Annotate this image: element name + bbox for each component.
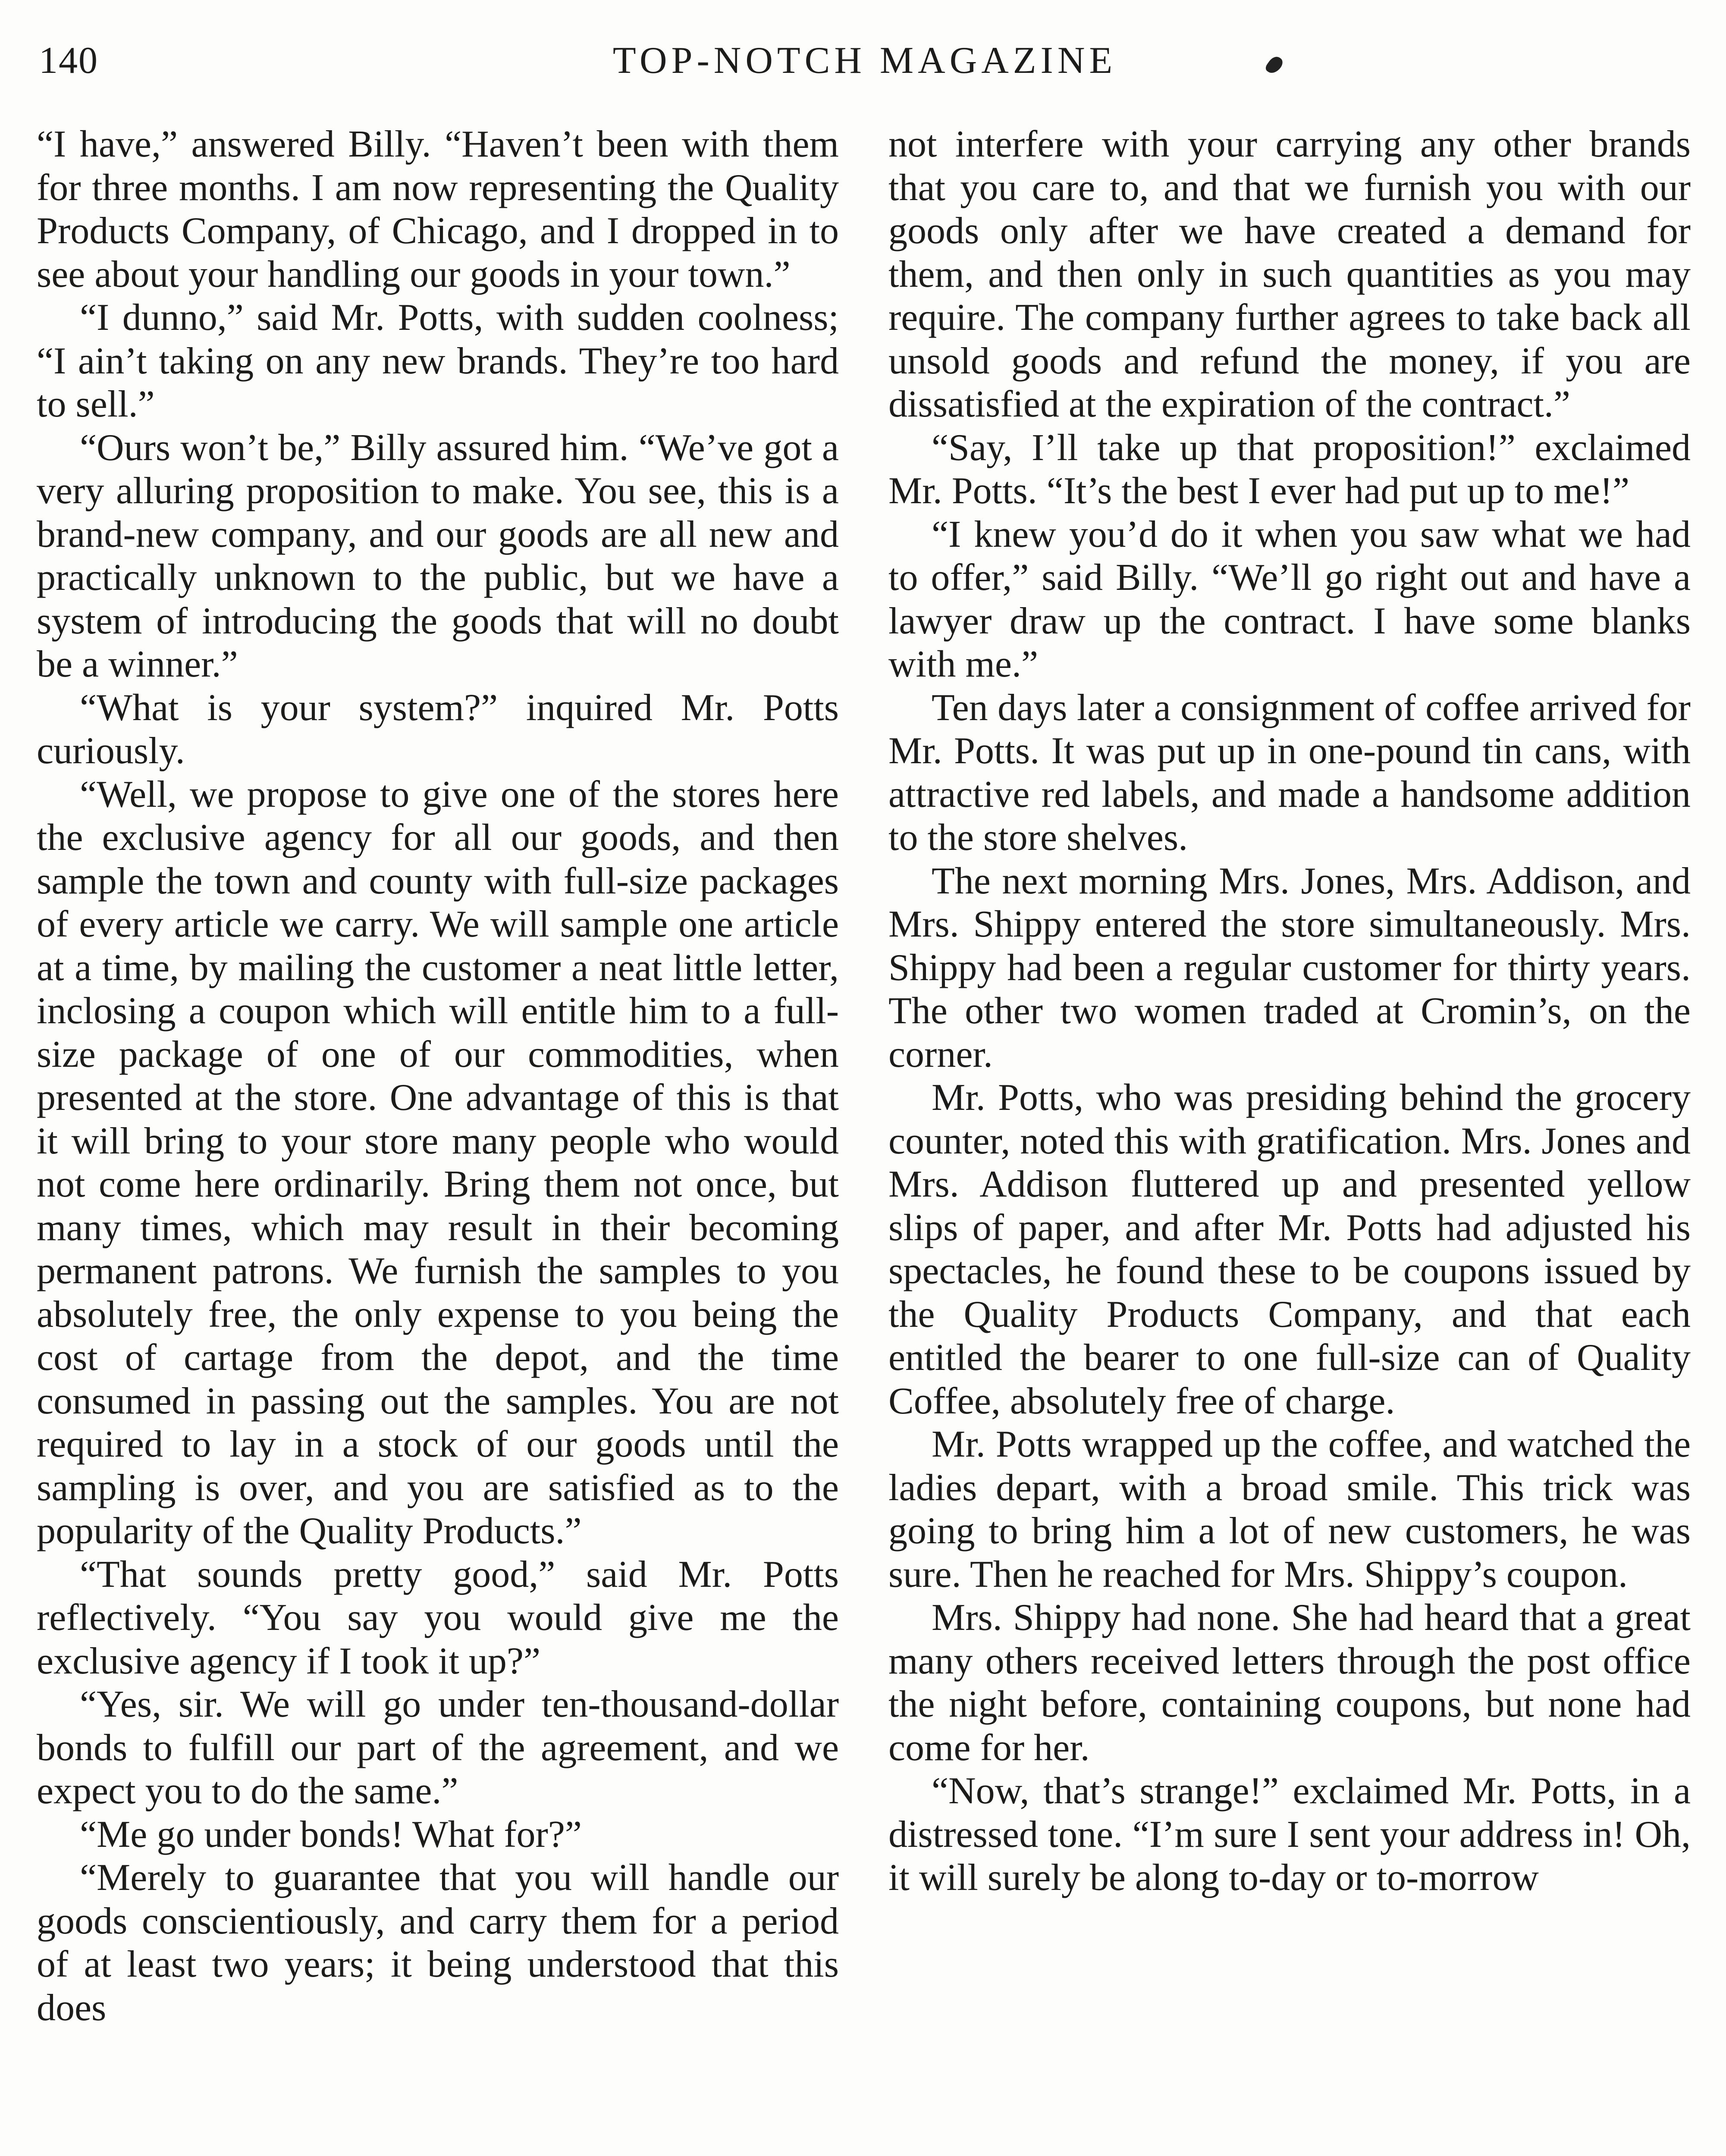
paragraph: Mr. Potts, who was presiding behind the grocery counter, noted this with gratification. Mrs. Jones and Mrs. Addison fluttered up and presented yellow slips of paper, and after Mr. Potts had adjusted his spectacles, he found these to be coupons issued by the Quality Products Company, and that each entitled the bearer to one full-size can of Quality Coffee, absolutely free of charge.: [888, 1077, 1691, 1422]
paragraph: “I knew you’d do it when you saw what we had to offer,” said Billy. “We’ll go right out and have a lawyer draw up the contract. I have some blanks with me.”: [888, 513, 1691, 685]
paragraph: Mrs. Shippy had none. She had heard that a great many others received letters through the post office the night before, containing coupons, but none had come for her.: [888, 1597, 1691, 1769]
paragraph: “I have,” answered Billy. “Haven’t been with them for three months. I am now representing the Quality Products Company, of Chicago, and I dropped in to see about your handling our goods in your town.”: [37, 123, 839, 295]
paragraph: Ten days later a consignment of coffee arrived for Mr. Potts. It was put up in one-pound tin cans, with attractive red labels, and made a handsome addition to the store shelves.: [888, 686, 1691, 859]
magazine-title: TOP-NOTCH MAGAZINE: [612, 40, 1117, 81]
paragraph: “Ours won’t be,” Billy assured him. “We’ve got a very alluring proposition to make. You see, this is a brand-new company, and our goods are all new and practically unknown to the public, but we have a system of introducing the goods that will no doubt be a winner.”: [37, 426, 839, 685]
left-text-column: [37, 123, 839, 2156]
paragraph: The next morning Mrs. Jones, Mrs. Addison, and Mrs. Shippy entered the store simultaneously. Mrs. Shippy had been a regular customer for thirty years. The other two women traded at Cromin’s, on the corner.: [888, 860, 1691, 1075]
right-text-column: [888, 123, 1691, 2156]
paragraph: “Now, that’s strange!” exclaimed Mr. Potts, in a distressed tone. “I’m sure I sent your address in! Oh, it will surely be along to-day or to-morrow: [888, 1770, 1691, 1899]
page-number: 140: [39, 40, 98, 81]
paragraph: not interfere with your carrying any other brands that you care to, and that we furnish you with our goods only after we have created a demand for them, and then only in such quantities as you may require. The company further agrees to take back all unsold goods and refund the money, if you are dissatisfied at the expiration of the contract.”: [888, 123, 1691, 425]
paragraph: “That sounds pretty good,” said Mr. Potts reflectively. “You say you would give me the exclusive agency if I took it up?”: [37, 1553, 839, 1682]
paragraph: “What is your system?” inquired Mr. Potts curiously.: [37, 686, 839, 772]
paragraph: “Me go under bonds! What for?”: [80, 1813, 582, 1855]
paragraph: “Say, I’ll take up that proposition!” exclaimed Mr. Potts. “It’s the best I ever had put up to me!”: [888, 426, 1691, 512]
paragraph: “Well, we propose to give one of the stores here the exclusive agency for all our goods, and then sample the town and county with full-size packages of every article we carry. We will sample one article at a time, by mailing the customer a neat little letter, inclosing a coupon which will entitle him to a full-size package of one of our commodities, when presented at the store. One advantage of this is that it will bring to your store many people who would not come here ordinarily. Bring them not once, but many times, which may result in their becoming permanent patrons. We furnish the samples to you absolutely free, the only expense to you being the cost of cartage from the depot, and the time consumed in passing out the samples. You are not required to lay in a stock of our goods until the sampling is over, and you are satisfied as to the popularity of the Quality Products.”: [37, 773, 839, 1552]
page-header: [39, 30, 1691, 103]
paragraph: Mr. Potts wrapped up the coffee, and watched the ladies depart, with a broad smile. This trick was going to bring him a lot of new customers, he was sure. Then he reached for Mrs. Shippy’s coupon.: [888, 1423, 1691, 1595]
paragraph: “Yes, sir. We will go under ten-thousand-dollar bonds to fulfill our part of the agreement, and we expect you to do the same.”: [37, 1683, 839, 1812]
paragraph: “Merely to guarantee that you will handle our goods conscientiously, and carry them for a period of at least two years; it being understood that this does: [37, 1857, 839, 2029]
paragraph: “I dunno,” said Mr. Potts, with sudden coolness; “I ain’t taking on any new brands. They’re too hard to sell.”: [37, 297, 839, 425]
